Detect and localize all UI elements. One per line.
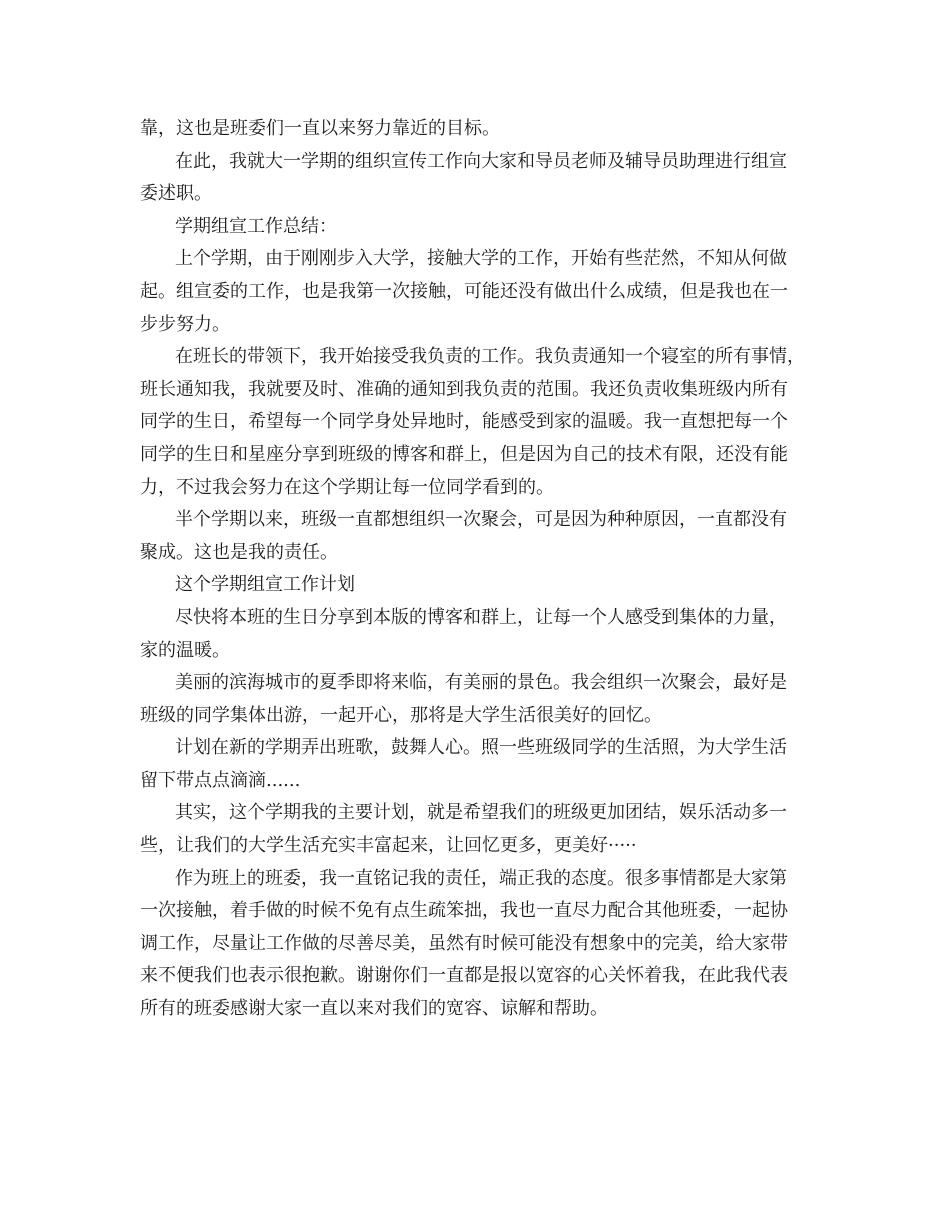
text-line: 学期组宣工作总结： [175,215,337,237]
text-line: 力，不过我会努力在这个学期让每一位同学看到的。 [140,476,554,498]
document-body [140,113,815,1026]
text-line: 起。组宣委的工作，也是我第一次接触，可能还没有做出什么成绩，但是我也在一 [140,280,788,302]
text-line: 半个学期以来，班级一直都想组织一次聚会，可是因为种种原因，一直都没有 [175,509,787,531]
text-line: 同学的生日，希望每一个同学身处异地时，能感受到家的温暖。我一直想把每一个 [140,411,788,433]
text-line: 所有的班委感谢大家一直以来对我们的宽容、谅解和帮助。 [140,998,608,1020]
text-line: 在班长的带领下，我开始接受我负责的工作。我负责通知一个寝室的所有事情， [175,346,805,368]
text-line: 聚成。这也是我的责任。 [140,541,338,563]
text-line: 些，让我们的大学生活充实丰富起来，让回忆更多，更美好····· [140,835,637,857]
text-line: 其实，这个学期我的主要计划，就是希望我们的班级更加团结，娱乐活动多一 [175,802,787,824]
text-line: 同学的生日和星座分享到班级的博客和群上，但是因为自己的技术有限，还没有能 [140,443,788,465]
text-line: 步步努力。 [140,313,230,335]
text-line: 尽快将本班的生日分享到本版的博客和群上，让每一个人感受到集体的力量， [175,606,787,628]
text-line: 美丽的滨海城市的夏季即将来临，有美丽的景色。我会组织一次聚会，最好是 [175,672,787,694]
text-line: 作为班上的班委，我一直铭记我的责任，端正我的态度。很多事情都是大家第 [175,867,787,889]
text-line: 在此，我就大一学期的组织宣传工作向大家和导员老师及辅导员助理进行组宣 [175,150,787,172]
text-line: 留下带点点滴滴...... [140,769,301,791]
text-line: 家的温暖。 [140,639,230,661]
text-line: 调工作，尽量让工作做的尽善尽美，虽然有时候可能没有想象中的完美，给大家带 [140,932,788,954]
text-line: 班级的同学集体出游，一起开心，那将是大学生活很美好的回忆。 [140,704,662,726]
text-line: 靠，这也是班委们一直以来努力靠近的目标。 [140,118,500,139]
text-line: 这个学期组宣工作计划 [175,574,355,596]
text-line: 计划在新的学期弄出班歌，鼓舞人心。照一些班级同学的生活照，为大学生活 [175,737,787,759]
text-line: 一次接触，着手做的时候不免有点生疏笨拙，我也一直尽力配合其他班委，一起协 [140,900,788,922]
text-line: 来不便我们也表示很抱歉。谢谢你们一直都是报以宽容的心关怀着我，在此我代表 [140,965,788,987]
text-line: 委述职。 [140,183,212,205]
text-line: 班长通知我，我就要及时、准确的通知到我负责的范围。我还负责收集班级内所有 [140,378,788,400]
text-line: 上个学期，由于刚刚步入大学，接触大学的工作，开始有些茫然，不知从何做 [175,248,787,270]
